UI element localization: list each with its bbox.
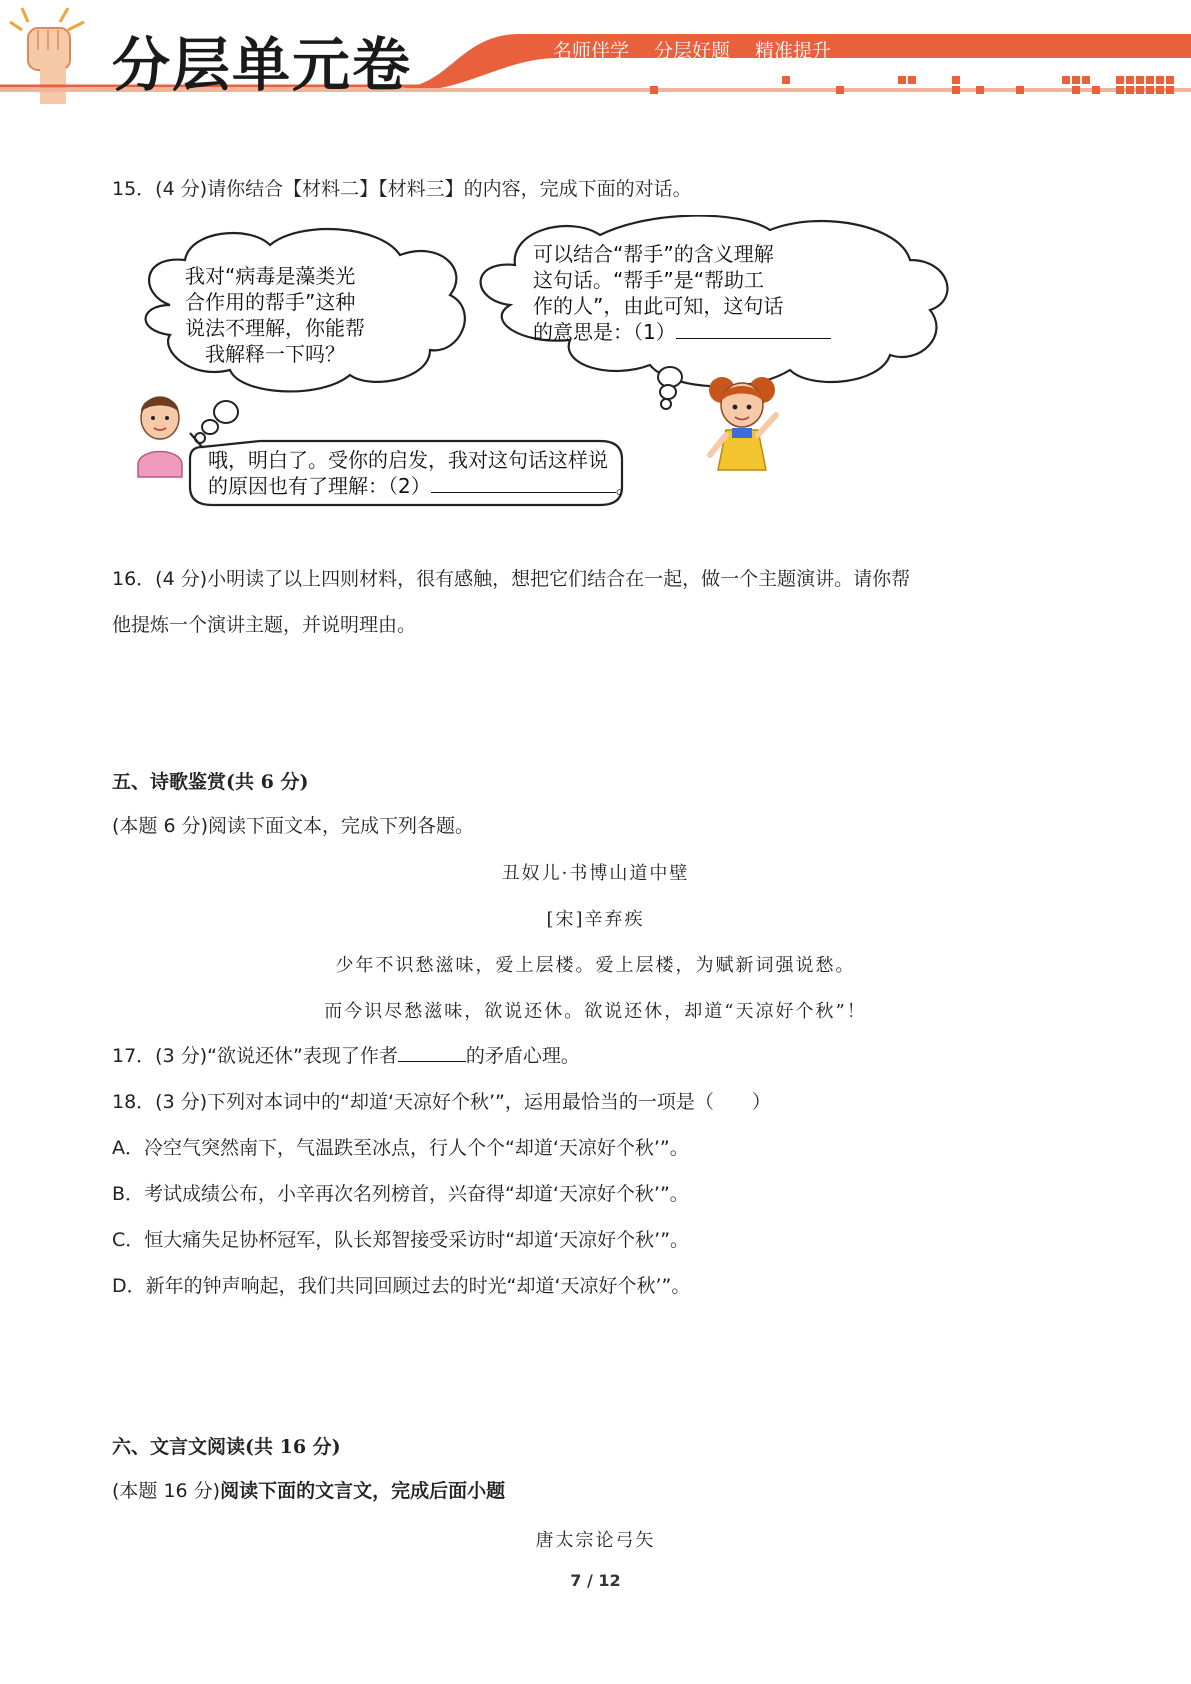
passage-title: 唐太宗论弓矢: [535, 1530, 656, 1551]
girl-bubble-line: 作的人”，由此可知，这句话: [533, 294, 784, 318]
girl-bubble-line: 可以结合“帮手”的含义理解: [533, 242, 774, 266]
option-c[interactable]: C．恒大痛失足协杯冠军，队长郑智接受采访时“却道‘天凉好个秋’”。: [112, 1229, 690, 1251]
boy-bubble-line: 说法不理解，你能帮: [185, 316, 365, 340]
poem-author: [宋]辛弃疾: [546, 909, 645, 930]
option-d[interactable]: D．新年的钟声响起，我们共同回顾过去的时光“却道‘天凉好个秋’”。: [112, 1275, 691, 1297]
brand-title: 分层单元卷: [112, 31, 413, 99]
section-6-title: 六、文言文阅读(共 16 分): [112, 1436, 341, 1458]
section-6-intro-plain: (本题 16 分): [112, 1480, 221, 1502]
poem-line-2: 而今识尽愁滋味，欲说还休。欲说还休，却道“天凉好个秋”！: [324, 1001, 867, 1022]
reply-line-text: 的原因也有了理解：（2）: [208, 474, 431, 498]
section-5-title: 五、诗歌鉴赏(共 6 分): [112, 771, 309, 793]
girl-bubble-line-text: 的意思是：（1）: [533, 320, 676, 344]
boy-bubble-text: [185, 263, 365, 367]
option-b[interactable]: B．考试成绩公布，小辛再次名列榜首，兴奋得“却道‘天凉好个秋’”。: [112, 1183, 689, 1205]
section-6-intro: [112, 1478, 505, 1504]
section-5-intro: (本题 6 分)阅读下面文本，完成下列各题。: [112, 815, 474, 837]
slogan-1: 名师伴学: [553, 40, 630, 62]
question-15: 15．(4 分)请你结合【材料二】【材料三】的内容，完成下面的对话。: [112, 178, 692, 200]
reply-line: [208, 473, 636, 499]
dialogue-illustration: [130, 215, 970, 545]
boy-character-icon: [138, 397, 182, 477]
poem-title: 丑奴儿·书博山道中壁: [501, 863, 690, 884]
question-17: [112, 1043, 580, 1069]
poem-line-1: 少年不识愁滋味，爱上层楼。爱上层楼，为赋新词强说愁。: [335, 955, 856, 976]
answer-blank-2[interactable]: [431, 474, 616, 493]
girl-bubble-line: [533, 319, 831, 345]
section-6-intro-bold: 阅读下面的文言文，完成后面小题: [220, 1480, 506, 1502]
girl-bubble-line: 这句话。“帮手”是“帮助工: [533, 268, 765, 292]
reply-line: 哦，明白了。受你的启发，我对这句话这样说: [208, 448, 608, 472]
reply-end: 。: [615, 474, 636, 498]
question-17-text-after: 的矛盾心理。: [465, 1045, 580, 1067]
question-18: 18．(3 分)下列对本词中的“却道‘天凉好个秋’”，运用最恰当的一项是（ ）: [112, 1091, 771, 1113]
answer-blank-1[interactable]: [676, 320, 831, 339]
question-17-text-before: 17．(3 分)“欲说还休”表现了作者: [112, 1045, 398, 1067]
boy-bubble-line: 我解释一下吗？: [205, 342, 345, 366]
option-a[interactable]: A．冷空气突然南下，气温跌至冰点，行人个个“却道‘天凉好个秋’”。: [112, 1137, 689, 1159]
slogan-3: 精准提升: [755, 40, 832, 62]
girl-character-icon: [709, 377, 776, 470]
question-17-blank[interactable]: [398, 1043, 466, 1062]
slogan-2: 分层好题: [654, 40, 731, 62]
boy-bubble-line: 我对“病毒是藻类光: [185, 264, 356, 288]
reply-text: [208, 447, 636, 499]
question-16-line-2: 他提炼一个演讲主题，并说明理由。: [112, 614, 417, 636]
page-number: 7 / 12: [570, 1571, 621, 1590]
question-16-line-1: 16．(4 分)小明读了以上四则材料，很有感触，想把它们结合在一起，做一个主题演讲。请你帮: [112, 568, 911, 590]
page-header: [0, 0, 1191, 115]
boy-bubble-line: 合作用的帮手”这种: [185, 290, 356, 314]
girl-bubble-text: [533, 241, 831, 345]
